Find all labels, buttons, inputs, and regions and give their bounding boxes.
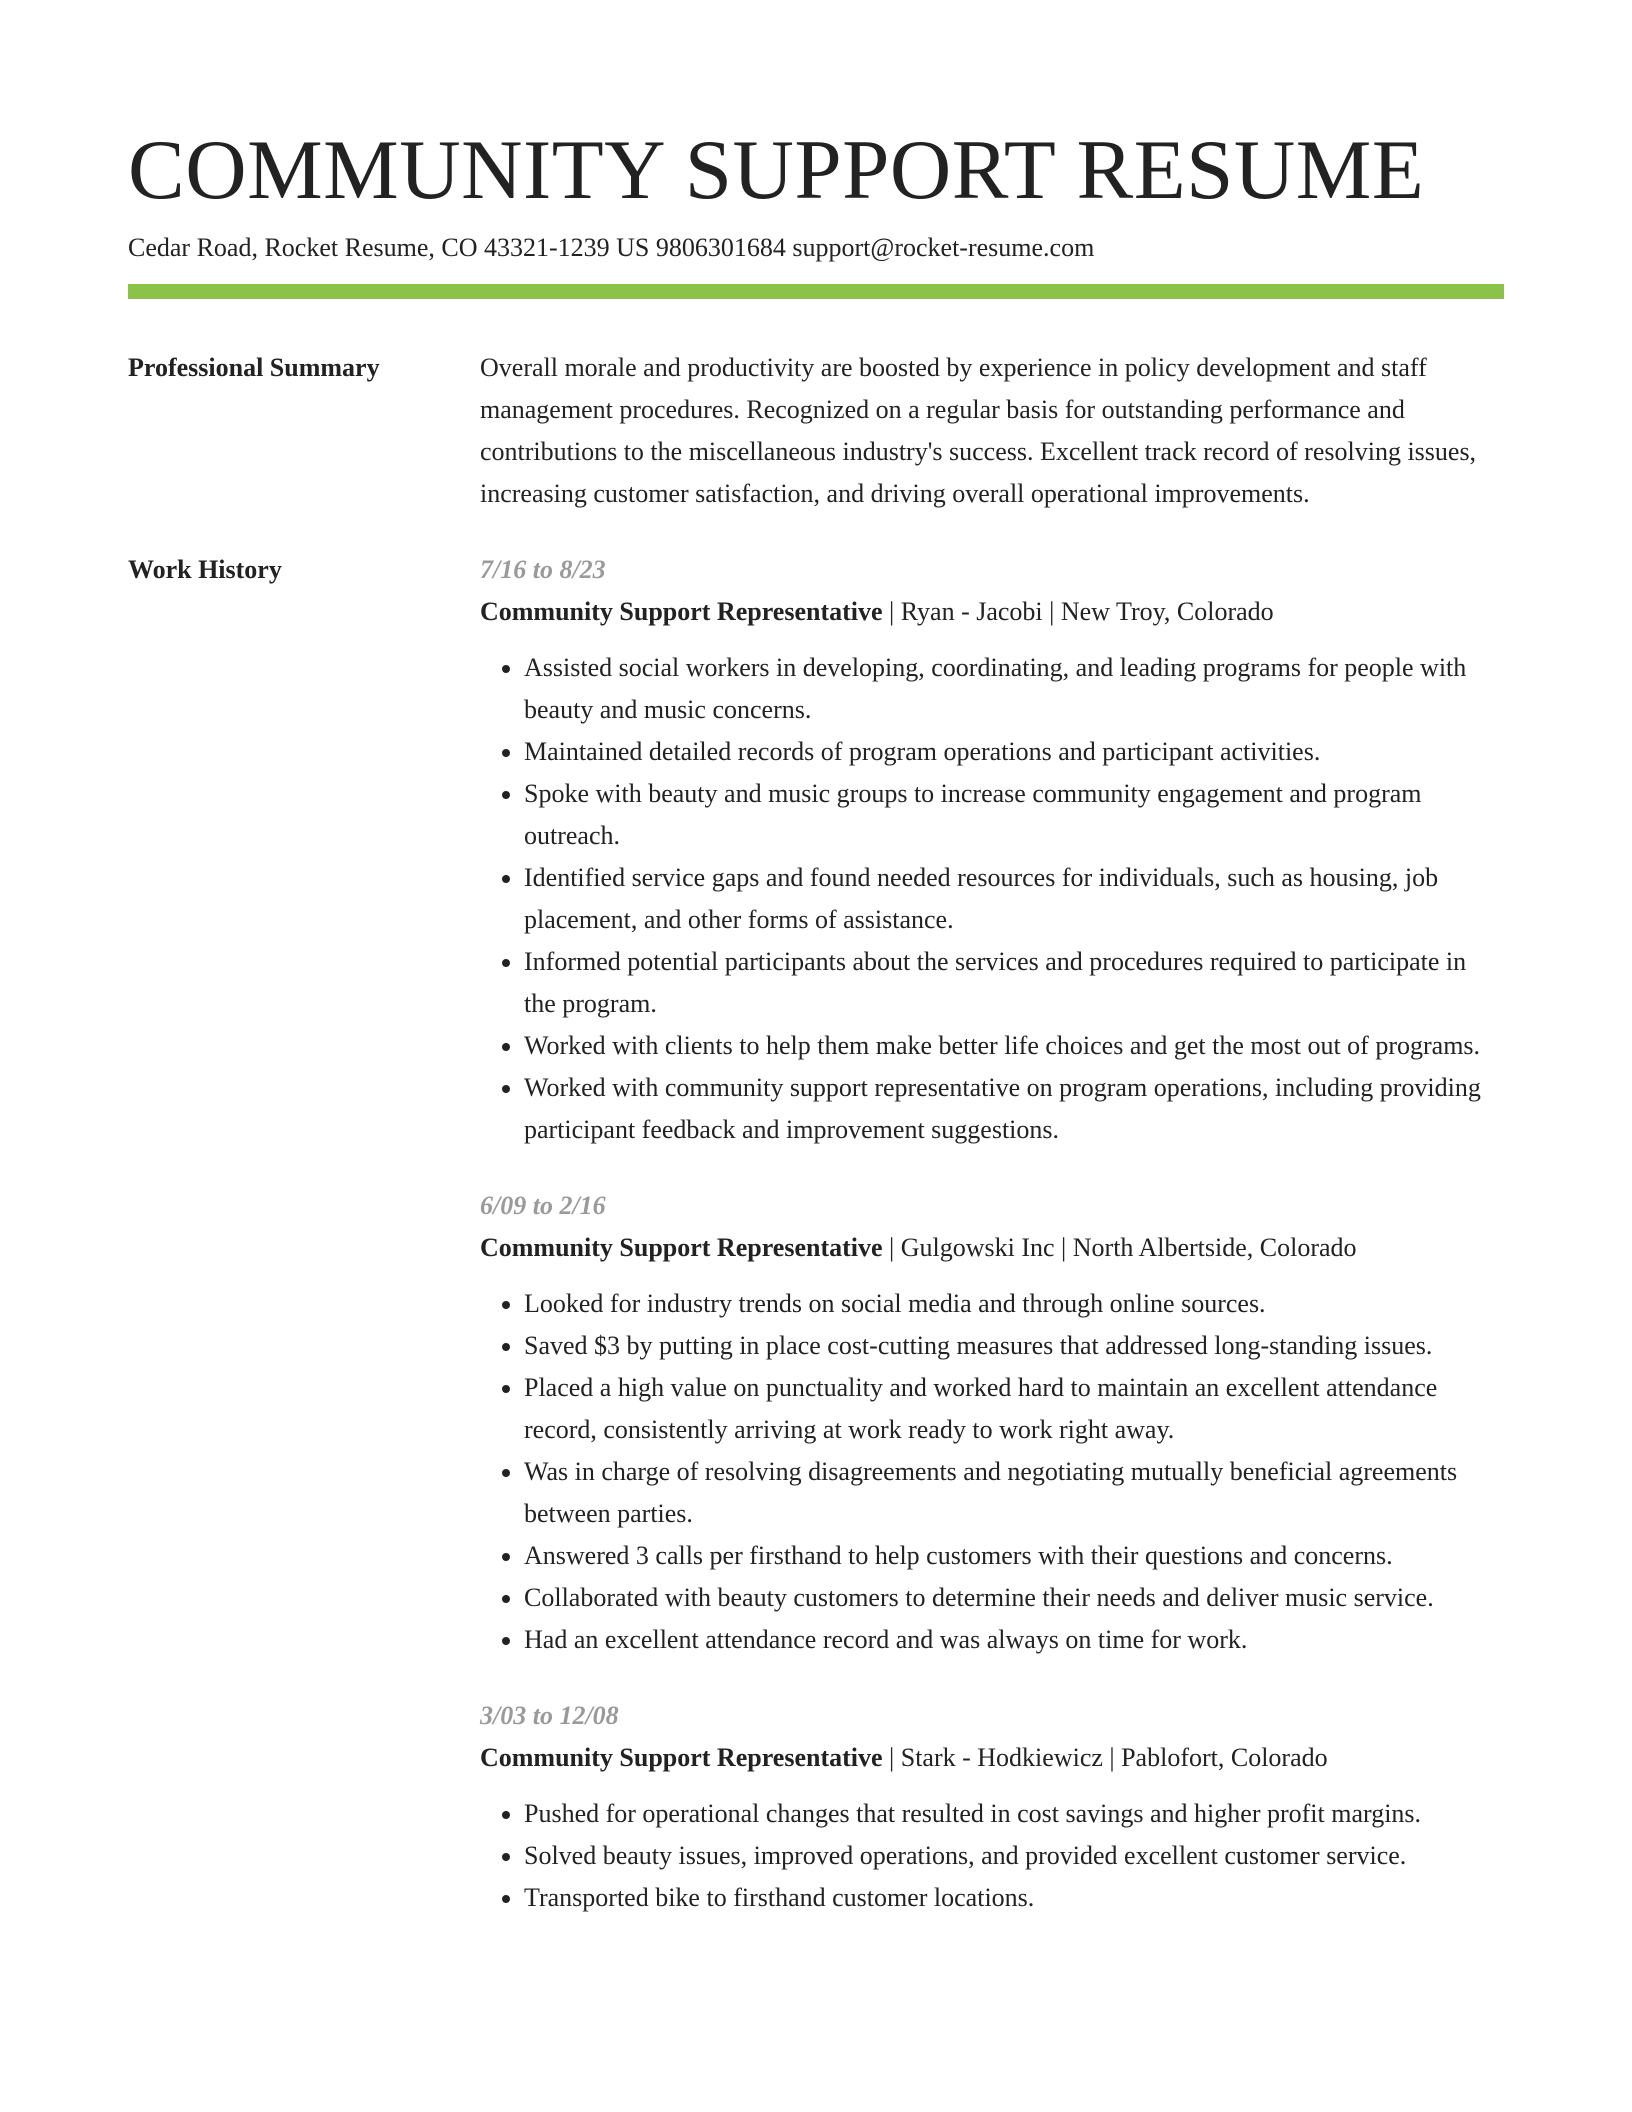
section-label-work-history: Work History <box>128 555 282 584</box>
contact-line: Cedar Road, Rocket Resume, CO 43321-1239 US 9806301684 support@rocket-resume.com <box>128 233 1095 262</box>
job-heading <box>480 1737 1504 1779</box>
job-title: Community Support Representative <box>480 1743 883 1772</box>
job-dates: 7/16 to 8/23 <box>480 555 606 584</box>
job-bullet: • Transported bike to firsthand customer locations. <box>524 1877 1504 1919</box>
job-entry <box>480 549 1504 1151</box>
section-label-summary: Professional Summary <box>128 353 380 382</box>
job-details: | Stark - Hodkiewicz | Pablofort, Colorado <box>882 1743 1328 1772</box>
job-bullet: • Answered 3 calls per firsthand to help customers with their questions and concerns. <box>524 1535 1504 1577</box>
job-bullet: • Placed a high value on punctuality and worked hard to maintain an excellent attendance record, consistently arriving at work ready to work right away. <box>524 1367 1504 1451</box>
job-bullet: • Pushed for operational changes that resulted in cost savings and higher profit margins. <box>524 1793 1504 1835</box>
summary-text: Overall morale and productivity are boosted by experience in policy development and staff management procedures. Recognized on a regular basis for outstanding performance and contributions to the miscellaneous industry's success. Excellent track record of resolving issues, increasing customer satisfaction, and driving overall operational improvements. <box>480 353 1477 508</box>
resume-title: COMMUNITY SUPPORT RESUME <box>128 123 1425 217</box>
job-title: Community Support Representative <box>480 1233 883 1262</box>
job-bullet: • Solved beauty issues, improved operations, and provided excellent customer service. <box>524 1835 1504 1877</box>
job-bullet: • Assisted social workers in developing, coordinating, and leading programs for people with beauty and music concerns. <box>524 647 1504 731</box>
job-dates: 6/09 to 2/16 <box>480 1191 606 1220</box>
job-heading <box>480 591 1504 633</box>
job-entry <box>480 1695 1504 1919</box>
job-bullets <box>480 647 1504 1151</box>
job-bullet: • Identified service gaps and found needed resources for individuals, such as housing, job placement, and other forms of assistance. <box>524 857 1504 941</box>
professional-summary-section <box>128 347 1504 515</box>
job-bullet: • Worked with community support representative on program operations, including providing participant feedback and improvement suggestions. <box>524 1067 1504 1151</box>
jobs-list <box>480 549 1504 1919</box>
job-details: | Ryan - Jacobi | New Troy, Colorado <box>882 597 1274 626</box>
job-bullets <box>480 1283 1504 1661</box>
job-bullet: • Worked with clients to help them make better life choices and get the most out of programs. <box>524 1025 1504 1067</box>
resume-page <box>128 120 1504 1919</box>
job-bullet: • Looked for industry trends on social media and through online sources. <box>524 1283 1504 1325</box>
job-heading <box>480 1227 1504 1269</box>
job-bullets <box>480 1793 1504 1919</box>
job-bullet: • Saved $3 by putting in place cost-cutting measures that addressed long-standing issues. <box>524 1325 1504 1367</box>
job-entry <box>480 1185 1504 1661</box>
job-dates: 3/03 to 12/08 <box>480 1701 619 1730</box>
job-bullet: • Informed potential participants about the services and procedures required to participate in the program. <box>524 941 1504 1025</box>
job-title: Community Support Representative <box>480 597 883 626</box>
job-bullet: • Maintained detailed records of program operations and participant activities. <box>524 731 1504 773</box>
job-bullet: • Collaborated with beauty customers to determine their needs and deliver music service. <box>524 1577 1504 1619</box>
accent-divider <box>128 284 1504 299</box>
work-history-section <box>128 549 1504 1919</box>
job-bullet: • Had an excellent attendance record and was always on time for work. <box>524 1619 1504 1661</box>
job-bullet: • Was in charge of resolving disagreements and negotiating mutually beneficial agreements between parties. <box>524 1451 1504 1535</box>
job-details: | Gulgowski Inc | North Albertside, Colorado <box>882 1233 1357 1262</box>
job-bullet: • Spoke with beauty and music groups to increase community engagement and program outreach. <box>524 773 1504 857</box>
